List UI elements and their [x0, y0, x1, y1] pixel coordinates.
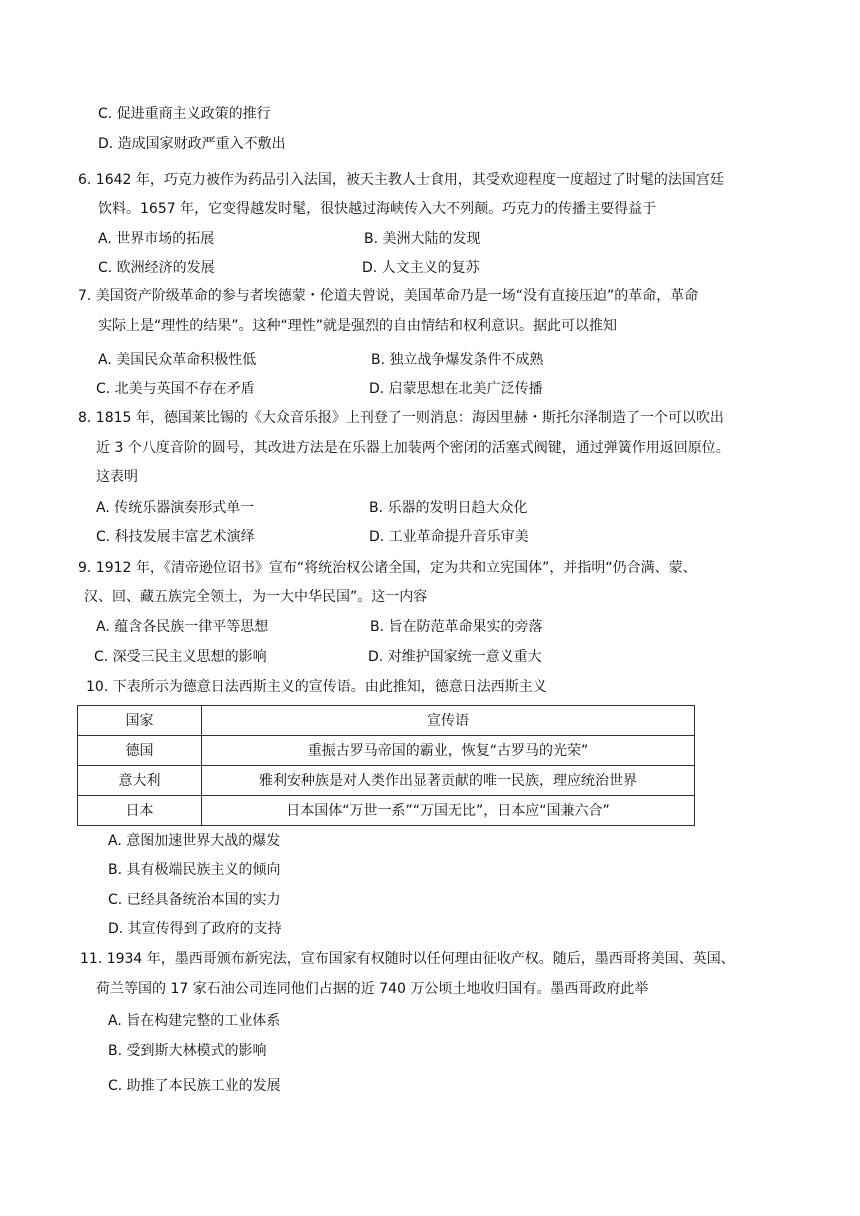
table-header-row — [78, 706, 695, 736]
q10-option-c: C. 已经具备统治本国的实力 — [108, 892, 281, 908]
q8-option-a: A. 传统乐器演奏形式单一 — [96, 500, 255, 516]
q10-stem-line1: 10. 下表所示为德意日法西斯主义的宣传语。由此推知，德意日法西斯主义 — [86, 679, 547, 695]
propaganda-table — [77, 705, 695, 826]
q6-stem-line1: 6. 1642 年，巧克力被作为药品引入法国，被天主教人士食用，其受欢迎程度一度超过了时髦的法国宫廷 — [78, 172, 724, 188]
q8-option-d: D. 工业革命提升音乐审美 — [369, 529, 529, 545]
q9-stem-line1: 9. 1912 年，《清帝逊位诏书》宣布“将统治权公诸全国，定为共和立宪国体”，并指明“仍合满、蒙、 — [78, 560, 697, 576]
q7-option-c: C. 北美与英国不存在矛盾 — [96, 381, 255, 397]
q7-option-b: B. 独立战争爆发条件不成熟 — [371, 352, 544, 368]
q7-option-d: D. 启蒙思想在北美广泛传播 — [369, 381, 543, 397]
q11-option-b: B. 受到斯大林模式的影响 — [108, 1043, 267, 1059]
table-row — [78, 766, 695, 796]
q7-stem-line1: 7. 美国资产阶级革命的参与者埃德蒙・伦道夫曾说，美国革命乃是一场“没有直接压迫”的革命，革命 — [78, 288, 699, 304]
table-cell: 重振古罗马帝国的霸业，恢复“古罗马的光荣” — [202, 736, 695, 766]
q7-stem-line2: 实际上是“理性的结果”。这种“理性”就是强烈的自由情结和权利意识。据此可以推知 — [98, 318, 618, 334]
q8-stem-line3: 这表明 — [96, 469, 138, 485]
table-header-cell: 宣传语 — [202, 706, 695, 736]
q8-stem-line2: 近 3 个八度音阶的圆号，其改进方法是在乐器上加装两个密闭的活塞式阀键，通过弹簧作用返回原位。 — [96, 440, 730, 456]
q5-option-c: C. 促进重商主义政策的推行 — [98, 106, 271, 122]
q9-option-a: A. 蕴含各民族一律平等思想 — [96, 619, 269, 635]
q8-option-c: C. 科技发展丰富艺术演绎 — [96, 529, 255, 545]
table-header-cell: 国家 — [78, 706, 202, 736]
table-row — [78, 736, 695, 766]
q8-option-b: B. 乐器的发明日趋大众化 — [369, 500, 528, 516]
q11-stem-line2: 荷兰等国的 17 家石油公司连同他们占据的近 740 万公顷土地收归国有。墨西哥政府此举 — [96, 981, 649, 997]
q6-option-d: D. 人文主义的复苏 — [362, 260, 480, 276]
table-cell: 日本 — [78, 796, 202, 826]
table-row — [78, 796, 695, 826]
table-cell: 意大利 — [78, 766, 202, 796]
q11-option-a: A. 旨在构建完整的工业体系 — [108, 1013, 281, 1029]
q10-option-a: A. 意图加速世界大战的爆发 — [108, 833, 281, 849]
q6-option-a: A. 世界市场的拓展 — [98, 231, 215, 247]
table-cell: 德国 — [78, 736, 202, 766]
q6-option-b: B. 美洲大陆的发现 — [364, 231, 481, 247]
q5-option-d: D. 造成国家财政严重入不敷出 — [98, 136, 286, 152]
q8-stem-line1: 8. 1815 年，德国莱比锡的《大众音乐报》上刊登了一则消息：海因里赫・斯托尔泽制造了一个可以吹出 — [78, 410, 724, 426]
q9-option-b: B. 旨在防范革命果实的旁落 — [370, 619, 543, 635]
q7-option-a: A. 美国民众革命积极性低 — [98, 352, 257, 368]
q9-stem-line2: 汉、回、藏五族完全领土，为一大中华民国”。这一内容 — [84, 589, 428, 605]
q11-option-c: C. 助推了本民族工业的发展 — [108, 1078, 281, 1094]
q9-option-d: D. 对维护国家统一意义重大 — [368, 649, 542, 665]
q6-stem-line2: 饮料。1657 年，它变得越发时髦，很快越过海峡传入大不列颠。巧克力的传播主要得益于 — [98, 201, 657, 217]
q11-stem-line1: 11. 1934 年，墨西哥颁布新宪法，宣布国家有权随时以任何理由征收产权。随后，墨西哥将美国、英国、 — [80, 951, 735, 967]
q6-option-c: C. 欧洲经济的发展 — [98, 260, 215, 276]
q10-option-b: B. 具有极端民族主义的倾向 — [108, 862, 281, 878]
table-cell: 日本国体“万世一系”“万国无比”，日本应“国兼六合” — [202, 796, 695, 826]
q10-option-d: D. 其宣传得到了政府的支持 — [108, 921, 282, 937]
table-cell: 雅利安种族是对人类作出显著贡献的唯一民族，理应统治世界 — [202, 766, 695, 796]
q9-option-c: C. 深受三民主义思想的影响 — [94, 649, 267, 665]
